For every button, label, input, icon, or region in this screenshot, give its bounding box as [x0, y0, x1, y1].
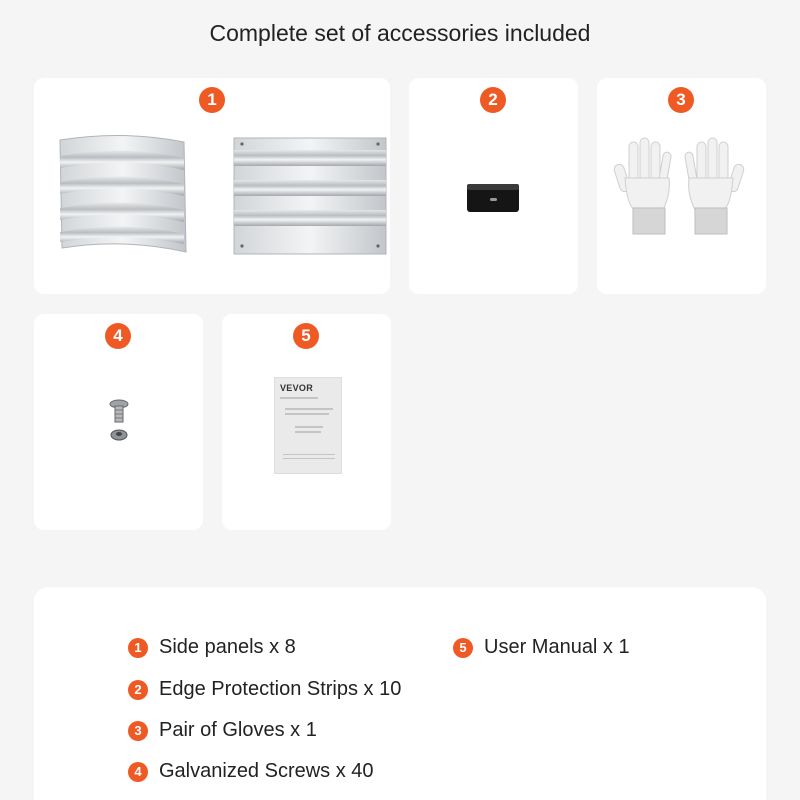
list-item-label: Pair of Gloves x 1 [159, 719, 317, 741]
list-item-label: Side panels x 8 [159, 636, 296, 658]
badge-1: 1 [199, 87, 225, 113]
accessory-card-edge-strip [409, 78, 578, 294]
edge-strip-image [463, 178, 523, 218]
badge-2: 2 [480, 87, 506, 113]
left-glove [613, 138, 672, 234]
side-panels-image [54, 134, 394, 264]
list-number-2: 2 [128, 680, 148, 700]
badge-5: 5 [293, 323, 319, 349]
list-number-5: 5 [453, 638, 473, 658]
right-glove [684, 138, 745, 234]
accessory-card-screws [34, 314, 203, 530]
list-item [128, 760, 374, 783]
flat-panel [234, 138, 386, 254]
manual-line [285, 413, 329, 415]
badge-3: 3 [668, 87, 694, 113]
manual-line [295, 426, 323, 428]
list-number-4: 4 [128, 762, 148, 782]
list-item-label: User Manual x 1 [484, 636, 630, 658]
manual-line [283, 454, 335, 455]
manual-line [295, 431, 321, 433]
page-subtitle: Complete set of accessories included [209, 20, 591, 46]
manual-line [280, 397, 318, 399]
curved-panel [60, 135, 186, 252]
user-manual-image [274, 377, 342, 474]
list-item [128, 719, 317, 742]
list-item [128, 636, 296, 659]
accessory-card-gloves [597, 78, 766, 294]
manual-line [283, 458, 335, 459]
screw-image [104, 398, 134, 448]
manual-line [285, 408, 333, 410]
manual-brand-text: VEVOR [280, 383, 314, 393]
list-item [128, 678, 401, 701]
list-number-3: 3 [128, 721, 148, 741]
list-item-label: Galvanized Screws x 40 [159, 760, 374, 782]
list-item [453, 636, 630, 659]
list-item-label: Edge Protection Strips x 10 [159, 678, 402, 700]
list-number-1: 1 [128, 638, 148, 658]
badge-4: 4 [105, 323, 131, 349]
accessory-card-side-panels [34, 78, 390, 294]
gloves-image [611, 134, 751, 244]
